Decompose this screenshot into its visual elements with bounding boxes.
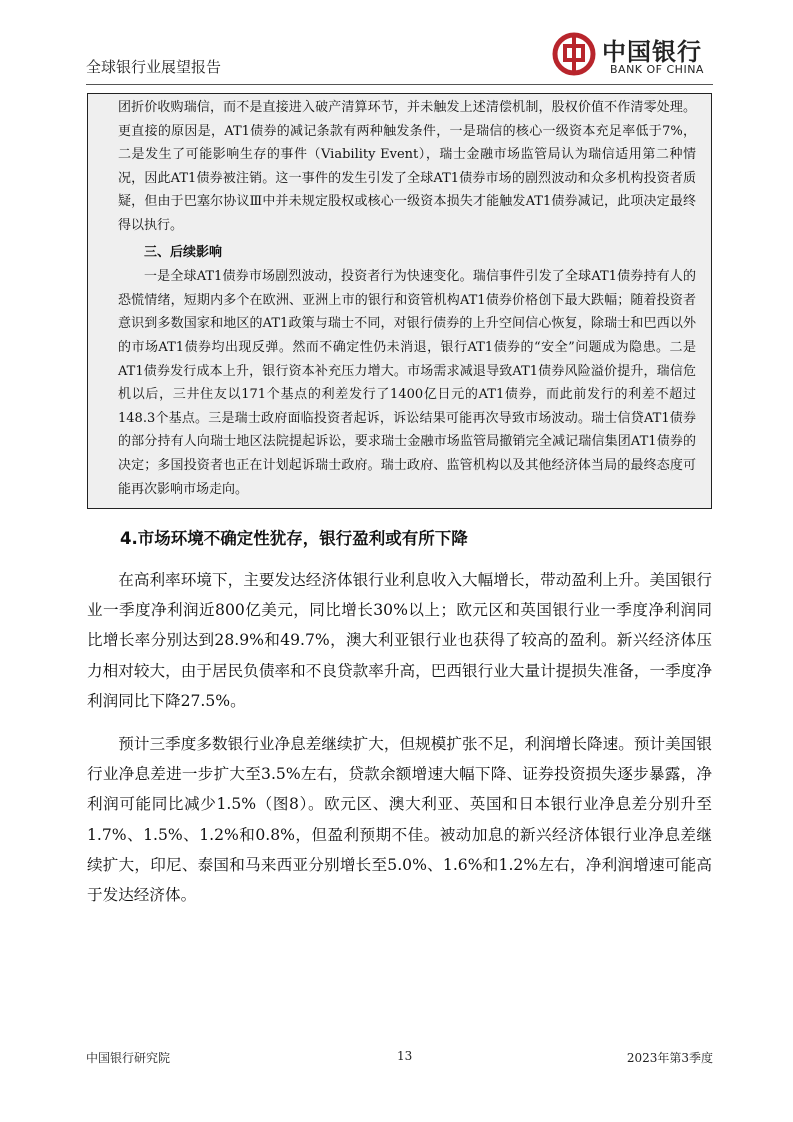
footer-publisher: 中国银行研究院: [86, 1051, 171, 1065]
logo-english-name: BANK OF CHINA: [610, 63, 704, 76]
box-sub-heading: 三、后续影响: [144, 244, 223, 260]
bank-of-china-emblem-icon: [552, 32, 596, 76]
body-paragraph: 在高利率环境下，主要发达经济体银行业利息收入大幅增长，带动盈利上升。美国银行业一季度净利润近800亿美元，同比增长30%以上；欧元区和英国银行业一季度净利润同比增长率分别达到28.9%和49.7%，澳大利亚银行业也获得了较高的盈利。新兴经济体压力相对较大，由于居民负债率和不良贷款率升高，巴西银行业大量计提损失准备，一季度净利润同比下降27.5%。: [87, 571, 712, 710]
body-paragraph: 预计三季度多数银行业净息差继续扩大，但规模扩张不足，利润增长降速。预计美国银行业净息差进一步扩大至3.5%左右，贷款余额增速大幅下降、证券投资损失逐步暴露，净利润可能同比减少1.5%（图8）。欧元区、澳大利亚、英国和日本银行业净息差分别升至1.7%、1.5%、1.2%和0.8%，但盈利预期不佳。被动加息的新兴经济体银行业净息差继续扩大，印尼、泰国和马来西亚分别增长至5.0%、1.6%和1.2%左右，净利润增速可能高于发达经济体。: [87, 735, 712, 905]
logo-chinese-name: 中国银行: [602, 37, 702, 66]
footer-period: 2023年第3季度: [626, 1051, 713, 1065]
section-body: [87, 565, 712, 923]
section-heading: 4.市场环境不确定性犹存，银行盈利或有所下降: [120, 529, 468, 548]
box-intro-paragraph: 团折价收购瑞信，而不是直接进入破产清算环节，并未触发上述清偿机制，股权价值不作清零处理。更直接的原因是，AT1债券的减记条款有两种触发条件，一是瑞信的核心一级资本充足率低于7%，二是发生了可能影响生存的事件（Viability Event），瑞士金融市场监管局认为瑞信适用第二种情况，因此AT1债券被注销。这一事件的发生引发了全球AT1债券市场的剧烈波动和众多机构投资者质疑，但由于巴塞尔协议Ⅲ中并未规定股权或核心一级资本损失才能触发AT1债券减记，此项决定最终得以执行。: [118, 100, 696, 233]
header-divider: [86, 84, 713, 85]
bank-logo: [552, 30, 710, 82]
at1-case-box: [87, 93, 712, 509]
report-title: 全球银行业展望报告: [86, 58, 222, 76]
page-number: 13: [397, 1049, 413, 1063]
box-impact-paragraph: 一是全球AT1债券市场剧烈波动，投资者行为快速变化。瑞信事件引发了全球AT1债券持有人的恐慌情绪，短期内多个在欧洲、亚洲上市的银行和资管机构AT1债券价格创下最大跌幅；随着投资者意识到多数国家和地区的AT1政策与瑞士不同，对银行债券的上升空间信心恢复，除瑞士和巴西以外的市场AT1债券均出现反弹。然而不确定性仍未消退，银行AT1债券的“安全”问题成为隐患。二是AT1债券发行成本上升，银行资本补充压力增大。市场需求减退导致AT1债券风险溢价提升，瑞信危机以后，三井住友以171个基点的利差发行了1400亿日元的AT1债券，而此前发行的利差不超过148.3个基点。三是瑞士政府面临投资者起诉，诉讼结果可能再次导致市场波动。瑞士信贷AT1债券的部分持有人向瑞士地区法院提起诉讼，要求瑞士金融市场监管局撤销完全减记瑞信集团AT1债券的决定；多国投资者也正在计划起诉瑞士政府。瑞士政府、监管机构以及其他经济体当局的最终态度可能再次影响市场走向。: [118, 269, 696, 497]
